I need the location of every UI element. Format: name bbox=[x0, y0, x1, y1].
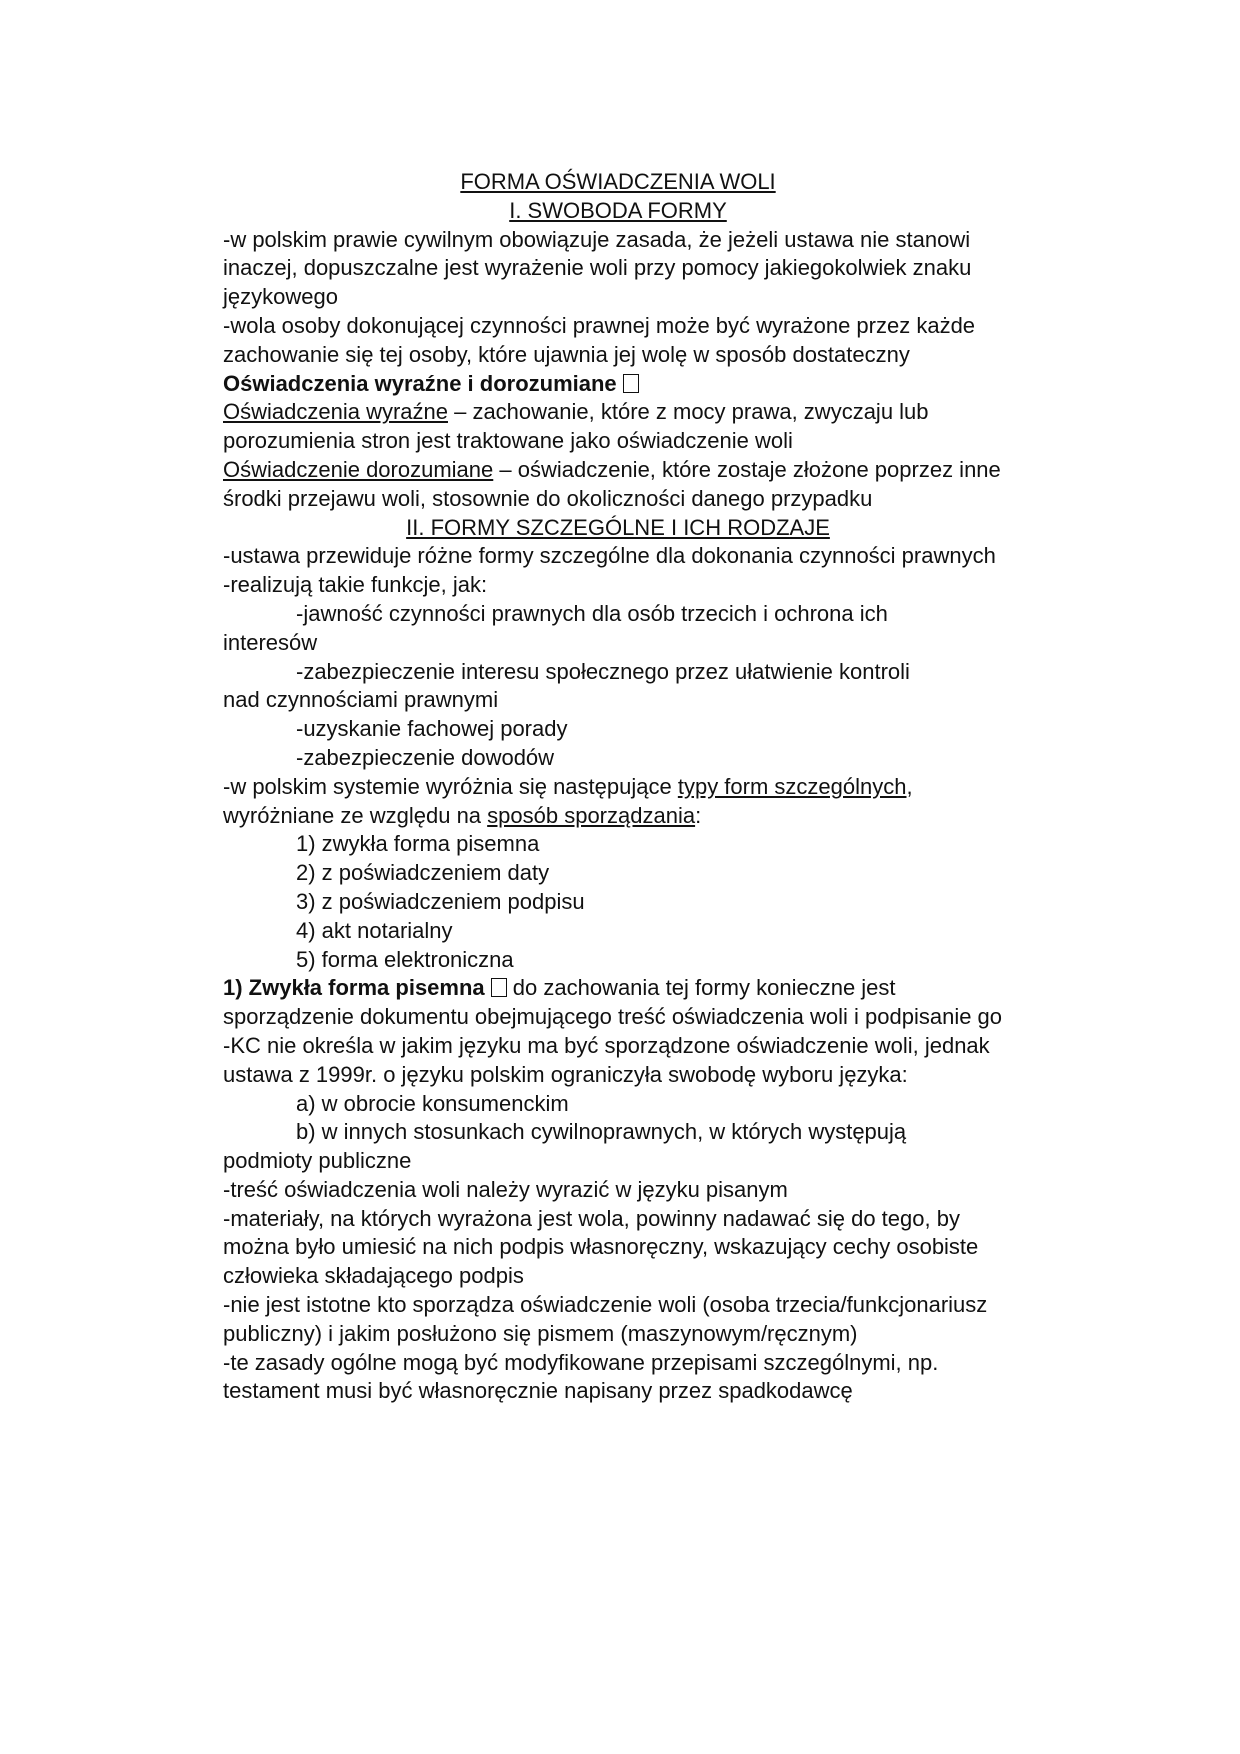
paragraph: -materiały, na których wyrażona jest wola, powinny nadawać się do tego, by można było umiesić na nich podpis własnoręczny, wskazujący cechy osobiste człowieka składającego podpis bbox=[223, 1205, 979, 1289]
paragraph: -wola osoby dokonującej czynności prawnej może być wyrażone przez każde zachowanie się tej osoby, które ujawnia jej wolę w sposób dostateczny bbox=[223, 312, 976, 367]
subheading-text: Oświadczenia wyraźne i dorozumiane bbox=[223, 370, 617, 396]
document-title: FORMA OŚWIADCZENIA WOLI bbox=[460, 169, 776, 194]
type-list-item: 1) zwykła forma pisemna bbox=[296, 831, 540, 857]
function-item: -zabezpieczenie dowodów bbox=[296, 744, 555, 770]
definition-text: do zachowania tej formy konieczne jest sporządzenie dokumentu obejmującego treść oświadczenia woli i podpisanie go bbox=[223, 975, 1003, 1030]
paragraph: -te zasady ogólne mogą być modyfikowane przepisami szczególnymi, np. testament musi być własnoręcznie napisany przez spadkodawcę bbox=[223, 1349, 939, 1404]
paragraph: -w polskim prawie cywilnym obowiązuje zasada, że jeżeli ustawa nie stanowi inaczej, dopuszczalne jest wyrażenie woli przy pomocy jakiegokolwiek znaku językowego bbox=[223, 226, 972, 310]
paragraph: -nie jest istotne kto sporządza oświadczenie woli (osoba trzecia/funkcjonariusz publiczny) i jakim posłużono się pismem (maszynowym/ręcznym) bbox=[223, 1292, 988, 1346]
paragraph: -realizują takie funkcje, jak: bbox=[223, 572, 488, 598]
term-express: Oświadczenia wyraźne bbox=[223, 399, 448, 425]
language-item: a) w obrocie konsumenckim bbox=[296, 1090, 569, 1116]
type-list-item: 3) z poświadczeniem podpisu bbox=[296, 888, 585, 914]
language-item: b) w innych stosunkach cywilnoprawnych, w których występują bbox=[296, 1119, 907, 1145]
written-form-title: 1) Zwykła forma pisemna bbox=[223, 975, 485, 1001]
term-implied: Oświadczenie dorozumiane bbox=[223, 456, 494, 482]
section-1-heading: I. SWOBODA FORMY bbox=[509, 197, 727, 223]
text: -w polskim systemie wyróżnia się następujące bbox=[223, 773, 678, 799]
function-item-continuation: nad czynnościami prawnymi bbox=[223, 687, 499, 713]
function-item-continuation: interesów bbox=[223, 629, 318, 655]
function-item: -uzyskanie fachowej porady bbox=[296, 716, 568, 742]
section-2-heading: II. FORMY SZCZEGÓLNE I ICH RODZAJE bbox=[406, 514, 830, 540]
definition-implied bbox=[223, 456, 1013, 514]
type-list-item: 2) z poświadczeniem daty bbox=[296, 860, 550, 886]
term-types: typy form szczególnych bbox=[677, 773, 907, 799]
definition-text: – oświadczenie, które zostaje złożone poprzez inne środki przejawu woli, stosownie do okoliczności danego przypadku bbox=[223, 456, 1001, 511]
type-list-item: 4) akt notarialny bbox=[296, 917, 453, 943]
paragraph: -treść oświadczenia woli należy wyrazić w języku pisanym bbox=[223, 1176, 788, 1202]
paragraph: -ustawa przewiduje różne formy szczególne dla dokonania czynności prawnych bbox=[223, 543, 996, 569]
language-item-continuation: podmioty publiczne bbox=[223, 1148, 412, 1174]
term-method: sposób sporządzania bbox=[487, 802, 696, 828]
text: , wyróżniane ze względu na bbox=[223, 773, 913, 828]
definition-express bbox=[223, 398, 1013, 456]
type-list-item: 5) forma elektroniczna bbox=[296, 946, 514, 972]
paragraph: -KC nie określa w jakim języku ma być sporządzone oświadczenie woli, jednak ustawa z 1999r. o języku polskim ograniczyła swobodę wyboru języka: bbox=[223, 1032, 990, 1087]
missing-glyph-box-icon bbox=[491, 978, 507, 997]
types-intro bbox=[223, 773, 1013, 831]
subheading bbox=[223, 370, 1013, 399]
definition-text: – zachowanie, które z mocy prawa, zwyczaju lub porozumienia stron jest traktowane jako oświadczenie woli bbox=[223, 399, 929, 454]
function-item: -zabezpieczenie interesu społecznego przez ułatwienie kontroli bbox=[296, 658, 910, 684]
written-form-definition bbox=[223, 974, 1013, 1032]
document-page bbox=[223, 168, 1013, 1406]
missing-glyph-box-icon bbox=[623, 374, 639, 393]
function-item: -jawność czynności prawnych dla osób trzecich i ochrona ich bbox=[296, 600, 888, 626]
text: : bbox=[695, 802, 702, 828]
